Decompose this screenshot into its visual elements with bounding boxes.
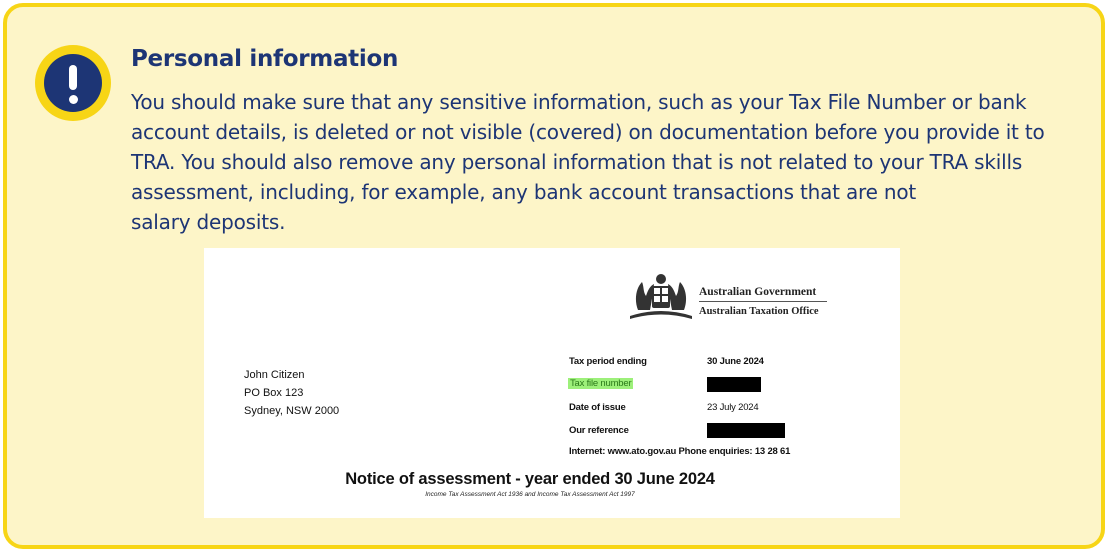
- reference-redaction: [707, 423, 785, 438]
- notice-title: Notice of assessment - year ended 30 June 2024: [345, 470, 715, 488]
- coat-of-arms-icon: [628, 270, 694, 322]
- address-line: Sydney, NSW 2000: [244, 405, 340, 417]
- acts-subtitle: Income Tax Assessment Act 1936 and Income Tax Assessment Act 1997: [425, 491, 635, 498]
- tax-period-label: Tax period ending: [569, 356, 647, 367]
- government-name: Australian Government: [699, 286, 827, 302]
- reference-label: Our reference: [569, 425, 629, 436]
- callout-line: You should make sure that any sensitive information, such as your Tax File Number or bank: [131, 90, 1027, 114]
- issue-date-label: Date of issue: [569, 402, 626, 413]
- notice-of-assessment-image: [204, 248, 900, 518]
- exclamation-icon: [35, 45, 111, 121]
- callout-line: assessment, including, for example, any bank account transactions that are not: [131, 180, 917, 204]
- issue-date-value: 23 July 2024: [707, 402, 759, 413]
- contact-details: Internet: www.ato.gov.au Phone enquiries: 13 28 61: [569, 446, 791, 457]
- address-line: John Citizen: [244, 369, 305, 381]
- callout-line: TRA. You should also remove any personal information that is not related to your TRA skills: [131, 150, 1023, 174]
- department-name: Australian Taxation Office: [699, 306, 819, 317]
- callout-body: [131, 87, 1071, 237]
- callout-title: Personal information: [131, 46, 399, 72]
- tfn-redaction: [707, 377, 761, 392]
- recipient-address: [244, 366, 339, 420]
- callout-line: account details, is deleted or not visible (covered) on documentation before you provide it to: [131, 120, 1045, 144]
- tax-period-value: 30 June 2024: [707, 356, 764, 367]
- address-line: PO Box 123: [244, 387, 304, 399]
- tfn-label: Tax file number: [570, 378, 632, 389]
- tfn-label-wrap: [568, 378, 633, 389]
- callout-line: salary deposits.: [131, 210, 286, 234]
